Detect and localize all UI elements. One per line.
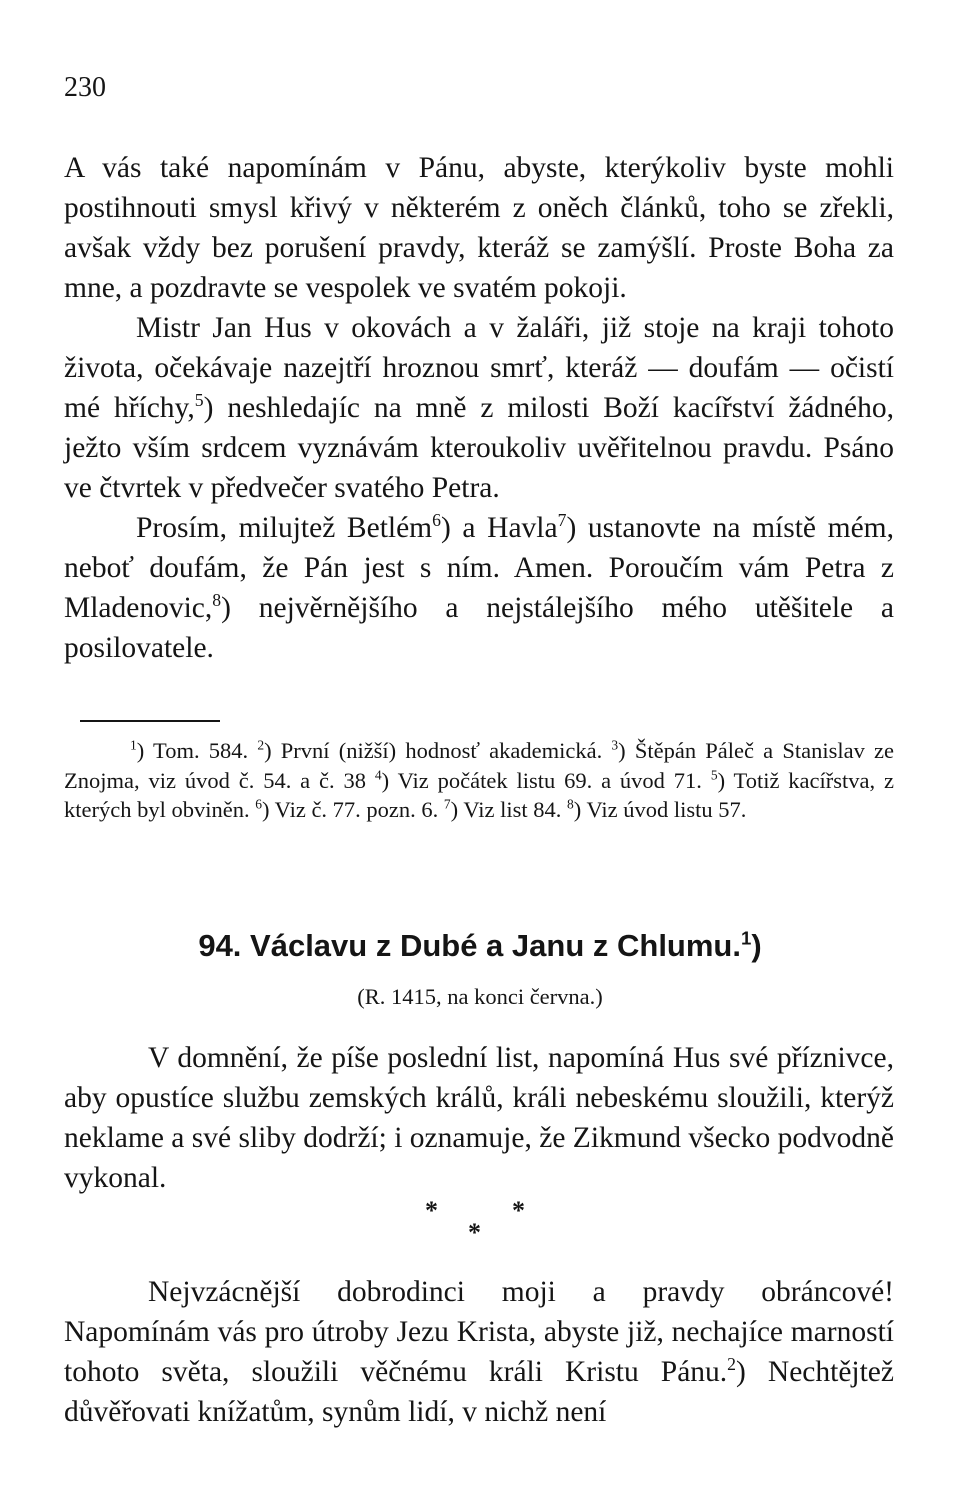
letter-end bbox=[64, 148, 894, 668]
footnote-number-4: 4 bbox=[374, 767, 382, 782]
section-separator bbox=[400, 1196, 560, 1246]
paragraph-signature bbox=[64, 308, 894, 508]
footnote-text-7: ) Viz list 84. bbox=[450, 797, 562, 822]
footnote-number-8: 8 bbox=[567, 796, 574, 812]
footnote-number-5: 5 bbox=[710, 767, 718, 782]
letter-heading-title: 94. Václavu z Dubé a Janu z Chlumu. bbox=[198, 928, 741, 963]
footnote-number-3: 3 bbox=[611, 737, 619, 753]
footnote-block bbox=[64, 736, 894, 825]
paragraph-plea-text-b: ) a Havla bbox=[440, 512, 558, 544]
footnote-ref-8: 8 bbox=[212, 590, 222, 611]
footnote-number-1: 1 bbox=[130, 737, 137, 753]
letter-opening-paragraph bbox=[64, 1272, 894, 1432]
paragraph-request: A vás také napomínám v Pánu, abyste, kterýkoliv byste mohli postihnouti smysl křivý v některém z oněch článků, toho se zřekli, avšak vždy bez porušení pravdy, kteráž se zamýšlí. Proste Boha za mne, a pozdravte se vespolek ve svatém pokoji. bbox=[64, 152, 894, 304]
asterisk-bottom: * bbox=[468, 1218, 481, 1247]
footnote-ref-2: 2 bbox=[727, 1354, 737, 1375]
paragraph-plea-text-d: ) nejvěrnějšího a nejstálejšího mého utěšitele a posilovatele. bbox=[64, 592, 894, 664]
paragraph-signature-text-a: Mistr Jan Hus v okovách a v žaláři, již stoje na kraji tohoto života, očekávaje nazejtří hroznou smrť, kteráž — doufám — očistí mé hříchy, bbox=[64, 312, 894, 424]
footnote-number-2: 2 bbox=[257, 737, 265, 753]
footnote-ref-7: 7 bbox=[557, 510, 567, 531]
page-number: 230 bbox=[64, 72, 106, 103]
paragraph-plea bbox=[64, 508, 894, 668]
letter-summary bbox=[64, 1038, 894, 1198]
footnote-number-6: 6 bbox=[255, 796, 262, 812]
footnote-text-1: ) Tom. 584. bbox=[136, 738, 249, 763]
heading-footnote-paren: ) bbox=[751, 928, 762, 963]
letter-heading bbox=[0, 928, 960, 964]
footnote-ref-6: 6 bbox=[432, 510, 441, 531]
footnote-text-4: ) Viz počátek listu 69. a úvod 71. bbox=[381, 767, 702, 793]
paragraph-signature-text-b: ) neshledajíc na mně z milosti Boží kacířství žádného, ježto vším srdcem vyznávám kteroukoliv uvěřitelnou pravdu. Psáno ve čtvrtek v předvečer svatého Petra. bbox=[64, 392, 894, 504]
footnote-text-2: ) První (nižší) hodnosť akademická. bbox=[264, 738, 603, 763]
footnote-divider bbox=[80, 720, 220, 722]
summary-paragraph: V domnění, že píše poslední list, napomíná Hus své příznivce, aby opustíce službu zemských králů, králi nebeskému sloužili, kterýž neklame a své sliby dodrží; i oznamuje, že Zikmund všecko podvodně vykonal. bbox=[64, 1042, 894, 1194]
footnote-text-6: ) Viz č. 77. pozn. 6. bbox=[261, 797, 439, 822]
paragraph-plea-text-c: ) ustanovte na místě mém, neboť doufám, že Pán jest s ním. Amen. Poroučím vám Petra z Mladenovic, bbox=[64, 512, 894, 624]
footnote-text-3: ) Štěpán Páleč a Stanislav ze Znojma, viz úvod č. 54. a č. 38 bbox=[64, 738, 895, 793]
letter-body bbox=[64, 1272, 894, 1432]
footnote-text-8: ) Viz úvod listu 57. bbox=[573, 797, 747, 822]
dateline: (R. 1415, na konci června.) bbox=[357, 984, 603, 1009]
letter-opening-text-b: ) Nechtějtež důvěřovati knížatům, synům lidí, v nichž není bbox=[64, 1356, 894, 1428]
paragraph-plea-text-a: Prosím, milujtež Betlém bbox=[136, 512, 433, 544]
asterisk-left: * bbox=[425, 1196, 438, 1225]
footnote-text-5: ) Totiž kacířstva, z kterých byl obviněn. bbox=[64, 767, 894, 822]
asterisk-right: * bbox=[512, 1196, 525, 1225]
footnotes bbox=[64, 736, 894, 825]
heading-footnote-ref: 1 bbox=[740, 927, 752, 949]
letter-opening-text-a: Nejvzácnější dobrodinci moji a pravdy obráncové! Napomínám vás pro útroby Jezu Krista, abyste již, nechajíce marností tohoto světa, sloužili věčnému králi Kristu Pánu. bbox=[64, 1276, 894, 1388]
footnote-ref-5: 5 bbox=[194, 390, 204, 411]
footnote-number-7: 7 bbox=[443, 796, 451, 812]
